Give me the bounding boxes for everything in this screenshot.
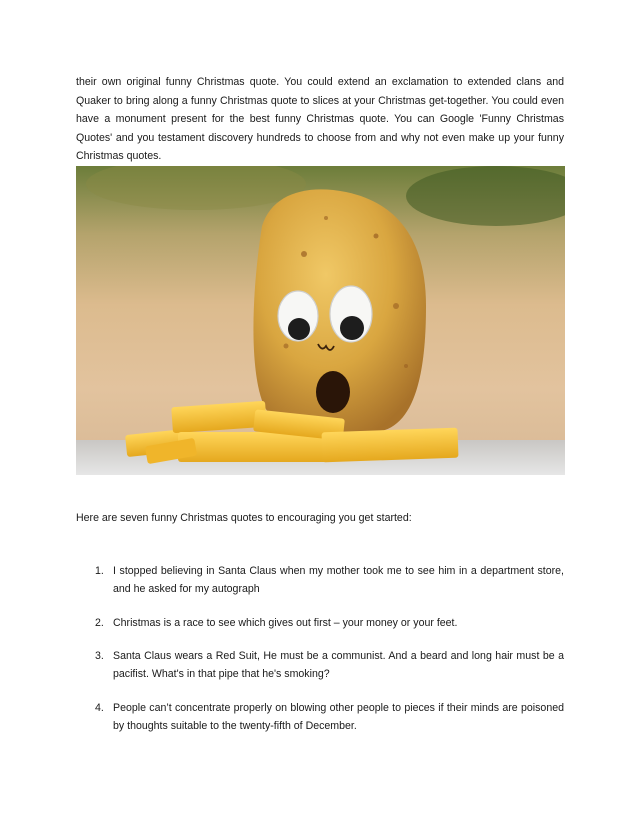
mouth [316, 371, 350, 413]
potato-illustration [76, 166, 565, 475]
quote-list [76, 562, 564, 735]
left-pupil [288, 318, 310, 340]
quote-text: People can’t concentrate properly on blowing other people to pieces if their minds are poisoned by thoughts suitable to the twenty-fifth of December. [113, 702, 564, 732]
list-item [76, 699, 564, 735]
list-item [76, 614, 564, 632]
list-number: 3. [95, 650, 104, 662]
potato-photo [76, 166, 565, 475]
list-number: 4. [95, 702, 104, 714]
list-item [76, 647, 564, 683]
list-number: 2. [95, 617, 104, 629]
intro-text: Here are seven funny Christmas quotes to encouraging you get started: [76, 512, 412, 524]
quote-text: Christmas is a race to see which gives out first – your money or your feet. [113, 617, 458, 629]
quote-text: Santa Claus wears a Red Suit, He must be a communist. And a beard and long hair must be a pacifist. What's in that pipe that he's smoking? [113, 650, 564, 680]
right-pupil [340, 316, 364, 340]
list-number: 1. [95, 565, 104, 577]
quote-text: I stopped believing in Santa Claus when my mother took me to see him in a department store, and he asked for my autograph [113, 565, 564, 595]
body-paragraph: their own original funny Christmas quote. You could extend an exclamation to extended clans and Quaker to bring along a funny Christmas quote to slices at your Christmas get-together. You could even have a monument present for the best funny Christmas quote. You can Google 'Funny Christmas Quotes' and you testament discovery hundreds to choose from and why not even make up your funny Christmas quotes. [76, 76, 564, 163]
list-item [76, 562, 564, 598]
